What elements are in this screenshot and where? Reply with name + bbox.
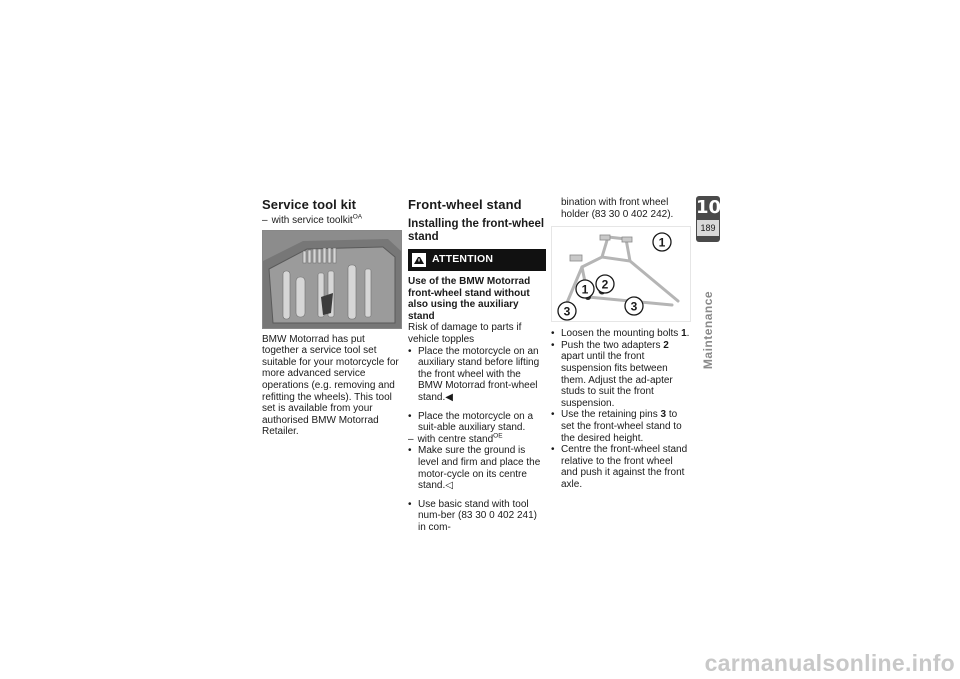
callout-3-right: 3	[630, 299, 638, 314]
bullet-centre-stand: • Centre the front-wheel stand relative to the front wheel and push it against the front axle.	[551, 444, 691, 490]
end-marker-filled: ◀	[445, 391, 453, 403]
watermark-text: carmanualsonline.info	[704, 650, 955, 676]
bullet-ground-level: • Make sure the ground is level and firm and place the motor-cycle on its centre stand.◁	[408, 445, 546, 491]
option-dash: –	[408, 433, 414, 445]
steps-list-1	[408, 411, 546, 434]
continued-text: bination with front wheel holder (83 30 0 402 242).	[561, 197, 674, 220]
warning-icon	[412, 253, 426, 267]
warning-bullet: • Place the motorcycle on an auxiliary stand before lifting the front wheel with the BMW Motorrad front-wheel stand.◀	[408, 346, 546, 404]
warning-title: Use of the BMW Motorrad front-wheel stand without also using the auxiliary stand	[408, 276, 531, 322]
callout-2: 2	[601, 277, 609, 292]
option-sup: OE	[493, 432, 503, 440]
column-front-wheel-stand	[408, 197, 546, 533]
page-number: 189	[697, 220, 719, 236]
heading-front-wheel-stand: Front-wheel stand	[408, 197, 522, 212]
subheading-installing: Installing the front-wheel stand	[408, 218, 545, 243]
option-sup: OA	[352, 213, 363, 221]
chapter-number: 10	[696, 197, 722, 218]
callout-1-top: 1	[658, 235, 666, 250]
option-text: with service toolkit$^{OA}$	[271, 213, 363, 226]
end-marker-outline: ◁	[445, 480, 453, 492]
attention-banner	[408, 249, 546, 271]
callout-3-left: 3	[563, 304, 571, 319]
column-service-tool-kit	[262, 197, 402, 438]
stand-illustration	[552, 227, 690, 321]
option-line-centre-stand	[408, 434, 546, 446]
attention-label: ATTENTION	[432, 253, 494, 266]
bullet-loosen-bolts: • Loosen the mounting bolts 1.	[551, 328, 691, 340]
option-dash: –	[262, 215, 268, 226]
option-text: with centre stand$^{OE}$	[417, 432, 503, 445]
front-wheel-stand-figure	[551, 226, 691, 322]
column-stand-steps	[551, 197, 691, 491]
bullet-auxiliary-stand: • Place the motorcycle on a suit-able auxiliary stand.	[408, 411, 546, 434]
steps-list-2	[408, 445, 546, 491]
tool-kit-photo	[262, 230, 402, 329]
callout-1-left: 1	[581, 282, 589, 297]
heading-service-tool-kit: Service tool kit	[262, 197, 357, 212]
option-line-toolkit	[262, 215, 402, 227]
warning-body: Risk of damage to parts if vehicle topples	[408, 322, 522, 345]
section-label	[696, 290, 720, 370]
bullet-push-adapters: • Push the two adapters 2 apart until the front suspension fits between them. Adjust the ad-apter studs to suit the front suspension.	[551, 340, 691, 410]
section-label-text: Maintenance	[701, 290, 715, 370]
bullet-retaining-pins: • Use the retaining pins 3 to set the front-wheel stand to the desired height.	[551, 409, 691, 444]
steps-list-3	[408, 499, 546, 534]
service-kit-description: BMW Motorrad has put together a service tool set suitable for your motorcycle for more advanced service operations (e.g. removing and refitting the wheels). This tool set is available from your authorised BMW Motorrad Retailer.	[262, 333, 399, 438]
stand-steps-list	[551, 328, 691, 490]
tool-kit-illustration	[263, 231, 401, 328]
bullet-basic-stand: • Use basic stand with tool num-ber (83 30 0 402 241) in com-	[408, 499, 546, 534]
warning-list	[408, 346, 546, 404]
chapter-tab	[696, 196, 720, 242]
